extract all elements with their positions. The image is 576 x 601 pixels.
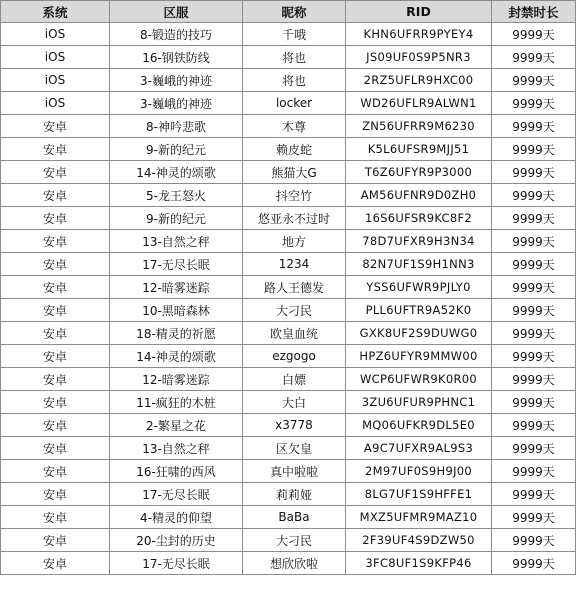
cell-nickname: 抖空竹 [243, 184, 346, 207]
cell-system: iOS [1, 69, 110, 92]
cell-server: 2-繁星之花 [110, 414, 243, 437]
cell-nickname: 将也 [243, 46, 346, 69]
cell-system: 安卓 [1, 299, 110, 322]
cell-system: 安卓 [1, 529, 110, 552]
cell-nickname: 莉莉娅 [243, 483, 346, 506]
cell-system: 安卓 [1, 161, 110, 184]
cell-rid: 16S6UFSR9KC8F2 [346, 207, 492, 230]
cell-server: 20-尘封的历史 [110, 529, 243, 552]
table-row [1, 345, 576, 368]
table-row [1, 253, 576, 276]
cell-ban-duration: 9999天 [492, 368, 576, 391]
cell-ban-duration: 9999天 [492, 460, 576, 483]
cell-rid: 3FC8UF1S9KFP46 [346, 552, 492, 575]
cell-rid: A9C7UFXR9AL9S3 [346, 437, 492, 460]
cell-rid: K5L6UFSR9MJJ51 [346, 138, 492, 161]
table-row [1, 552, 576, 575]
cell-ban-duration: 9999天 [492, 69, 576, 92]
cell-rid: T6Z6UFYR9P3000 [346, 161, 492, 184]
cell-ban-duration: 9999天 [492, 115, 576, 138]
cell-ban-duration: 9999天 [492, 92, 576, 115]
cell-server: 17-无尽长眠 [110, 483, 243, 506]
cell-ban-duration: 9999天 [492, 437, 576, 460]
table-row [1, 460, 576, 483]
table-row [1, 368, 576, 391]
cell-system: iOS [1, 92, 110, 115]
cell-ban-duration: 9999天 [492, 253, 576, 276]
cell-rid: 2M97UF0S9H9J00 [346, 460, 492, 483]
cell-ban-duration: 9999天 [492, 391, 576, 414]
cell-server: 11-疯狂的木桩 [110, 391, 243, 414]
table-body [1, 23, 576, 575]
table-row [1, 92, 576, 115]
cell-ban-duration: 9999天 [492, 138, 576, 161]
cell-server: 12-暗雾迷踪 [110, 368, 243, 391]
table-row [1, 184, 576, 207]
cell-ban-duration: 9999天 [492, 299, 576, 322]
cell-system: 安卓 [1, 368, 110, 391]
header-ban-duration: 封禁时长 [492, 1, 576, 23]
cell-system: 安卓 [1, 230, 110, 253]
cell-system: 安卓 [1, 253, 110, 276]
cell-rid: GXK8UF2S9DUWG0 [346, 322, 492, 345]
cell-nickname: 想欣欣啦 [243, 552, 346, 575]
cell-system: 安卓 [1, 460, 110, 483]
header-rid: RID [346, 1, 492, 23]
cell-rid: JS09UF0S9P5NR3 [346, 46, 492, 69]
cell-nickname: 木尊 [243, 115, 346, 138]
cell-nickname: 熊猫大G [243, 161, 346, 184]
cell-nickname: 大刁民 [243, 299, 346, 322]
cell-nickname: 悠亚永不过时 [243, 207, 346, 230]
table-row [1, 322, 576, 345]
cell-server: 5-龙王怒火 [110, 184, 243, 207]
cell-system: 安卓 [1, 115, 110, 138]
cell-server: 8-锻造的技巧 [110, 23, 243, 46]
cell-server: 4-精灵的仰望 [110, 506, 243, 529]
cell-nickname: 地方 [243, 230, 346, 253]
cell-system: 安卓 [1, 184, 110, 207]
cell-rid: ZN56UFRR9M6230 [346, 115, 492, 138]
cell-ban-duration: 9999天 [492, 552, 576, 575]
cell-ban-duration: 9999天 [492, 345, 576, 368]
cell-system: 安卓 [1, 437, 110, 460]
cell-system: 安卓 [1, 483, 110, 506]
cell-rid: WD26UFLR9ALWN1 [346, 92, 492, 115]
cell-server: 9-新的纪元 [110, 207, 243, 230]
cell-rid: WCP6UFWR9K0R00 [346, 368, 492, 391]
cell-rid: PLL6UFTR9A52K0 [346, 299, 492, 322]
cell-system: 安卓 [1, 322, 110, 345]
table-row [1, 138, 576, 161]
table-row [1, 483, 576, 506]
table-header [1, 1, 576, 23]
cell-rid: 3ZU6UFUR9PHNC1 [346, 391, 492, 414]
cell-server: 17-无尽长眠 [110, 253, 243, 276]
table-row [1, 230, 576, 253]
table-row [1, 414, 576, 437]
cell-nickname: 白嫖 [243, 368, 346, 391]
cell-nickname: x3778 [243, 414, 346, 437]
cell-server: 14-神灵的颂歌 [110, 345, 243, 368]
cell-server: 9-新的纪元 [110, 138, 243, 161]
cell-nickname: 欧皇血统 [243, 322, 346, 345]
table-row [1, 23, 576, 46]
cell-system: 安卓 [1, 276, 110, 299]
table-row [1, 437, 576, 460]
cell-nickname: 赖皮蛇 [243, 138, 346, 161]
cell-nickname: 路人王德发 [243, 276, 346, 299]
cell-system: 安卓 [1, 207, 110, 230]
cell-rid: 2F39UF4S9DZW50 [346, 529, 492, 552]
cell-rid: 78D7UFXR9H3N34 [346, 230, 492, 253]
table-row [1, 506, 576, 529]
cell-ban-duration: 9999天 [492, 184, 576, 207]
cell-server: 13-自然之秤 [110, 437, 243, 460]
cell-server: 16-狂啸的西风 [110, 460, 243, 483]
cell-ban-duration: 9999天 [492, 230, 576, 253]
table-row [1, 161, 576, 184]
table-row [1, 46, 576, 69]
cell-system: iOS [1, 46, 110, 69]
cell-ban-duration: 9999天 [492, 23, 576, 46]
cell-ban-duration: 9999天 [492, 483, 576, 506]
cell-ban-duration: 9999天 [492, 46, 576, 69]
cell-server: 3-巍峨的神迹 [110, 69, 243, 92]
cell-nickname: locker [243, 92, 346, 115]
cell-server: 17-无尽长眠 [110, 552, 243, 575]
cell-ban-duration: 9999天 [492, 414, 576, 437]
cell-server: 18-精灵的祈愿 [110, 322, 243, 345]
cell-ban-duration: 9999天 [492, 276, 576, 299]
cell-ban-duration: 9999天 [492, 207, 576, 230]
cell-server: 10-黑暗森林 [110, 299, 243, 322]
cell-nickname: BaBa [243, 506, 346, 529]
cell-nickname: 将也 [243, 69, 346, 92]
table-row [1, 115, 576, 138]
cell-server: 16-钢铁防线 [110, 46, 243, 69]
cell-server: 8-神吟悲歌 [110, 115, 243, 138]
cell-system: iOS [1, 23, 110, 46]
cell-nickname: ezgogo [243, 345, 346, 368]
cell-system: 安卓 [1, 506, 110, 529]
cell-ban-duration: 9999天 [492, 506, 576, 529]
table-row [1, 299, 576, 322]
cell-rid: MQ06UFKR9DL5E0 [346, 414, 492, 437]
cell-rid: 82N7UF1S9H1NN3 [346, 253, 492, 276]
table-row [1, 529, 576, 552]
cell-nickname: 大白 [243, 391, 346, 414]
cell-server: 3-巍峨的神迹 [110, 92, 243, 115]
header-row [1, 1, 576, 23]
table-row [1, 69, 576, 92]
cell-nickname: 真中啦啦 [243, 460, 346, 483]
header-server: 区服 [110, 1, 243, 23]
cell-server: 12-暗雾迷踪 [110, 276, 243, 299]
cell-server: 13-自然之秤 [110, 230, 243, 253]
cell-system: 安卓 [1, 552, 110, 575]
table-row [1, 391, 576, 414]
cell-rid: KHN6UFRR9PYEY4 [346, 23, 492, 46]
cell-system: 安卓 [1, 345, 110, 368]
cell-rid: MXZ5UFMR9MAZ10 [346, 506, 492, 529]
cell-nickname: 大刁民 [243, 529, 346, 552]
cell-ban-duration: 9999天 [492, 322, 576, 345]
cell-nickname: 千哦 [243, 23, 346, 46]
table-row [1, 276, 576, 299]
cell-system: 安卓 [1, 414, 110, 437]
cell-nickname: 1234 [243, 253, 346, 276]
cell-rid: YSS6UFWR9PJLY0 [346, 276, 492, 299]
cell-rid: 8LG7UF1S9HFFE1 [346, 483, 492, 506]
cell-nickname: 区欠皇 [243, 437, 346, 460]
cell-ban-duration: 9999天 [492, 161, 576, 184]
cell-server: 14-神灵的颂歌 [110, 161, 243, 184]
cell-system: 安卓 [1, 138, 110, 161]
cell-system: 安卓 [1, 391, 110, 414]
cell-rid: AM56UFNR9D0ZH0 [346, 184, 492, 207]
cell-rid: HPZ6UFYR9MMW00 [346, 345, 492, 368]
table-row [1, 207, 576, 230]
header-system: 系统 [1, 1, 110, 23]
cell-ban-duration: 9999天 [492, 529, 576, 552]
header-nickname: 昵称 [243, 1, 346, 23]
cell-rid: 2RZ5UFLR9HXC00 [346, 69, 492, 92]
